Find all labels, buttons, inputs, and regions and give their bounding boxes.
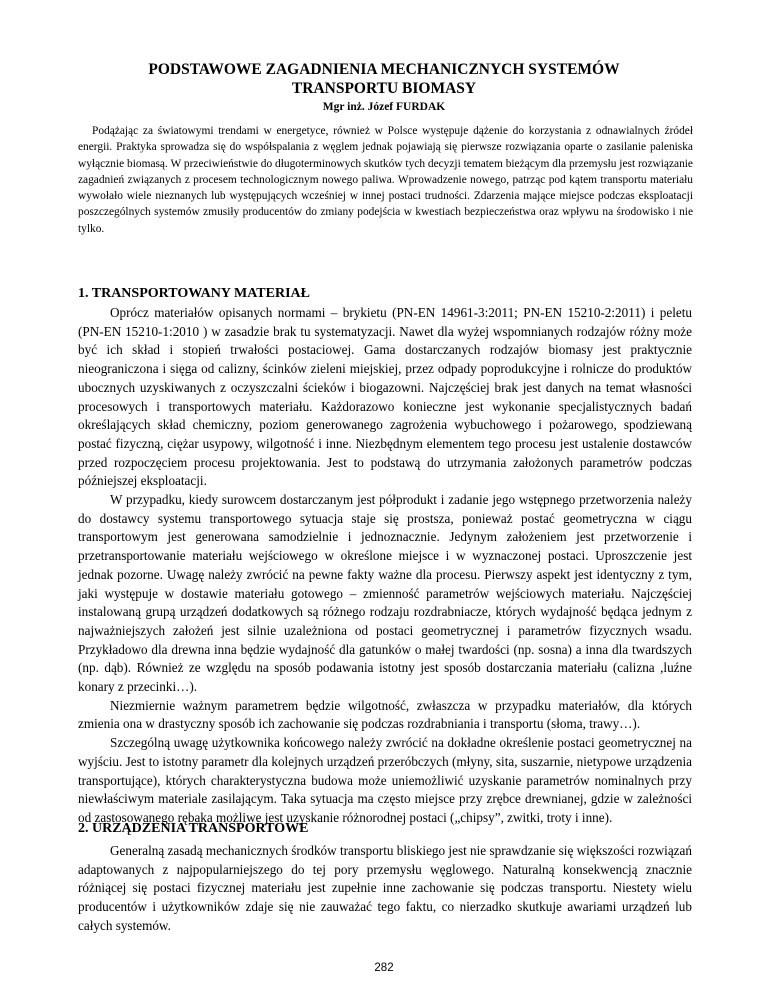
section-1-paragraph-1: Oprócz materiałów opisanych normami – brykietu (PN-EN 14961-3:2011; PN-EN 15210-2:2011) i peletu (PN-EN 15210-1:2010 ) w zasadzie brak tu systematyzacji. Nawet dla wyżej wspomnianych rodzajów różny może być ich skład i stopień trwałości postaciowej. Gama dostarczanych rodzajów biomasy jest praktycznie nieograniczona i sięga od calizny, ścinków zieleni miejskiej, przez odpady poprodukcyjne i rolnicze do produktów ubocznych uzyskiwanych z oczyszczalni ścieków i biogazowni. Najczęściej brak jest danych na temat własności procesowych i transportowych materiału. Każdorazowo konieczne jest wykonanie specjalistycznych badań określających skład chemiczny, poziom generowanego zagrożenia wybuchowego i pożarowego, spodziewaną postać fizyczną, ciężar usypowy, wilgotność i inne. Niezbędnym elementem tego procesu jest ustalenie dostawców przed rozpoczęciem procesu projektowania. Jest to podstawą do utrzymania założonych parametrów podczas późniejszej eksploatacji. <box>78 305 692 489</box>
section-2-heading: 2. URZĄDZENIA TRANSPORTOWE <box>78 821 309 836</box>
section-1-paragraph-3: Niezmiernie ważnym parametrem będzie wilgotność, zwłaszcza w przypadku materiałów, dla których zmienia ona w drastyczny sposób ich zachowanie się podczas rozdrabniania i transportu (słoma, trawy…). <box>78 697 692 732</box>
section-1-paragraph-2: W przypadku, kiedy surowcem dostarczanym jest półprodukt i zadanie jego wstępnego przetworzenia należy do dostawcy systemu transportowego sytuacja staje się prostsza, ponieważ postać geometryczna w ciągu transportowym jest generowana samodzielnie i jednoznacznie. Jedynym założeniem jest przetworzenie i przetransportowanie materiału wejściowego w określone miejsce i w wyznaczonej postaci. Uproszczenie jest jednak pozorne. Uwagę należy zwrócić na pewne fakty ważne dla procesu. Pierwszy aspekt jest identyczny z tym, jaki występuje w dostawie materiału gotowego – zmienność parametrów wejściowych materiału. Najczęściej instalowaną grupą urządzeń dodatkowych są różnego rodzaju rozdrabniacze, których wydajność będąca jednym z najważniejszych założeń jest silnie uzależniona od postaci geometrycznej i parametrów fizycznych wsadu. Przykładowo dla drewna inna będzie wydajność dla gatunków o małej twardości (np. sosna) a inna dla twardszych (np. dąb). Również ze względu na sposób podawania istotny jest sposób dostarczania materiału (calizna ,luźne konary z przecinki…). <box>78 492 692 695</box>
section-1-heading: 1. TRANSPORTOWANY MATERIAŁ <box>78 286 310 301</box>
abstract <box>78 123 693 237</box>
section-2-body <box>78 842 692 936</box>
section-1-body <box>78 304 692 828</box>
page-number: 282 <box>374 962 394 974</box>
document-title <box>80 60 688 98</box>
section-1-paragraph-4: Szczególną uwagę użytkownika końcowego należy zwrócić na dokładne określenie postaci geometrycznej na wyjściu. Jest to istotny parametr dla kolejnych urządzeń przeróbczych (młyny, sita, suszarnie, nietypowe urządzenia transportujące), których charakterystyczna budowa może uniemożliwić uzyskanie parametrów nominalnych przy niewłaściwym materiale zasilającym. Taka sytuacja ma często miejsce przy zrębce drewnianej, gdzie w zależności od zastosowanego rębaka możliwe jest uzyskanie różnorodnej postaci („chipsy”, zwitki, troty i inne). <box>78 735 692 825</box>
author-name: Mgr inż. Józef FURDAK <box>322 101 446 113</box>
title-line-1: PODSTAWOWE ZAGADNIENIA MECHANICZNYCH SYSTEMÓW <box>148 61 620 78</box>
title-line-2: TRANSPORTU BIOMASY <box>291 80 477 97</box>
abstract-text: Podążając za światowymi trendami w energetyce, również w Polsce występuje dążenie do korzystania z odnawialnych źródeł energii. Praktyka sprowadza się do współspalania z węglem jednak pojawiają się pierwsze rozwiązania oparte o zasilanie paleniska wyłącznie biomasą. W przeciwieństwie do długoterminowych skutków tych decyzji tematem bieżącym dla przemysłu jest rozwiązanie zagadnień związanych z procesem technologicznym nowego paliwa. Wprowadzenie nowego, patrząc pod kątem transportu materiału wywołało wiele nieznanych lub występujących wcześniej w innej postaci trudności. Zdarzenia mające miejsce podczas eksploatacji poszczególnych systemów zmusiły producentów do zmiany podejścia w kwestiach bezpieczeństwa oraz wpływu na środowisko i nie tylko. <box>78 125 693 235</box>
section-2-paragraph-1: Generalną zasadą mechanicznych środków transportu bliskiego jest nie sprawdzanie się większości rozwiązań adaptowanych z najpopularniejszego do tej pory przemysłu węglowego. Naturalną konsekwencją znacznie różniącej się postaci fizycznej materiału jest zupełnie inne zachowanie się podczas transportu. Niestety wielu producentów i użytkowników zdaje się nie zauważać tego faktu, co nierzadko skutkuje awariami urządzeń lub całych systemów. <box>78 843 692 933</box>
